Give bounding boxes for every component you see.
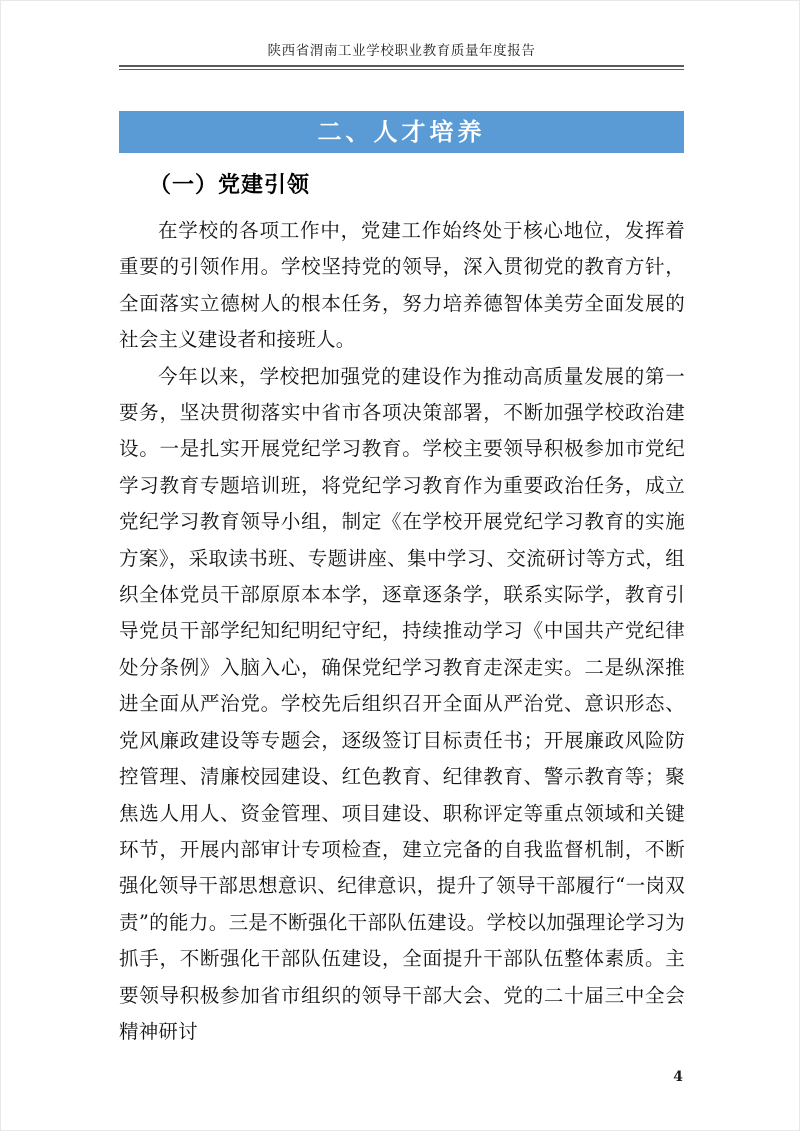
body-paragraph: 在学校的各项工作中，党建工作始终处于核心地位，发挥着重要的引领作用。学校坚持党的领导，深入贯彻党的教育方针，全面落实立德树人的根本任务，努力培养德智体美劳全面发展的社会主义建设者和接班人。 [119,219,685,352]
page-number: 4 [673,1069,683,1085]
running-header [119,43,684,70]
body-text-block [119,213,685,1050]
section-banner-title: 二、人才培养 [317,117,486,146]
running-header-title: 陕西省渭南工业学校职业教育质量年度报告 [267,43,536,59]
section-banner [119,111,684,153]
header-divider-rule [119,65,684,70]
body-paragraph: 今年以来，学校把加强党的建设作为推动高质量发展的第一要务，坚决贯彻落实中省市各项决策部署，不断加强学校政治建设。一是扎实开展党纪学习教育。学校主要领导积极参加市党纪学习教育专题培训班，将党纪学习教育作为重要政治任务，成立党纪学习教育领导小组，制定《在学校开展党纪学习教育的实施方案》，采取读书班、专题讲座、集中学习、交流研讨等方式，组织全体党员干部原原本本学，逐章逐条学，联系实际学，教育引导党员干部学纪知纪明纪守纪，持续推动学习《中国共产党纪律处分条例》入脑入心，确保党纪学习教育走深走实。二是纵深推进全面从严治党。学校先后组织召开全面从严治党、意识形态、党风廉政建设等专题会，逐级签订目标责任书；开展廉政风险防控管理、清廉校园建设、红色教育、纪律教育、警示教育等；聚焦选人用人、资金管理、项目建设、职称评定等重点领域和关键环节，开展内部审计专项检查，建立完备的自我监督机制，不断强化领导干部思想意识、纪律意识，提升了领导干部履行“一岗双责”的能力。三是不断强化干部队伍建设。学校以加强理论学习为抓手，不断强化干部队伍建设，全面提升干部队伍整体素质。主要领导积极参加省市组织的领导干部大会、党的二十届三中全会精神研讨 [119,364,685,1043]
sub-section-heading: （一）党建引领 [149,172,311,198]
